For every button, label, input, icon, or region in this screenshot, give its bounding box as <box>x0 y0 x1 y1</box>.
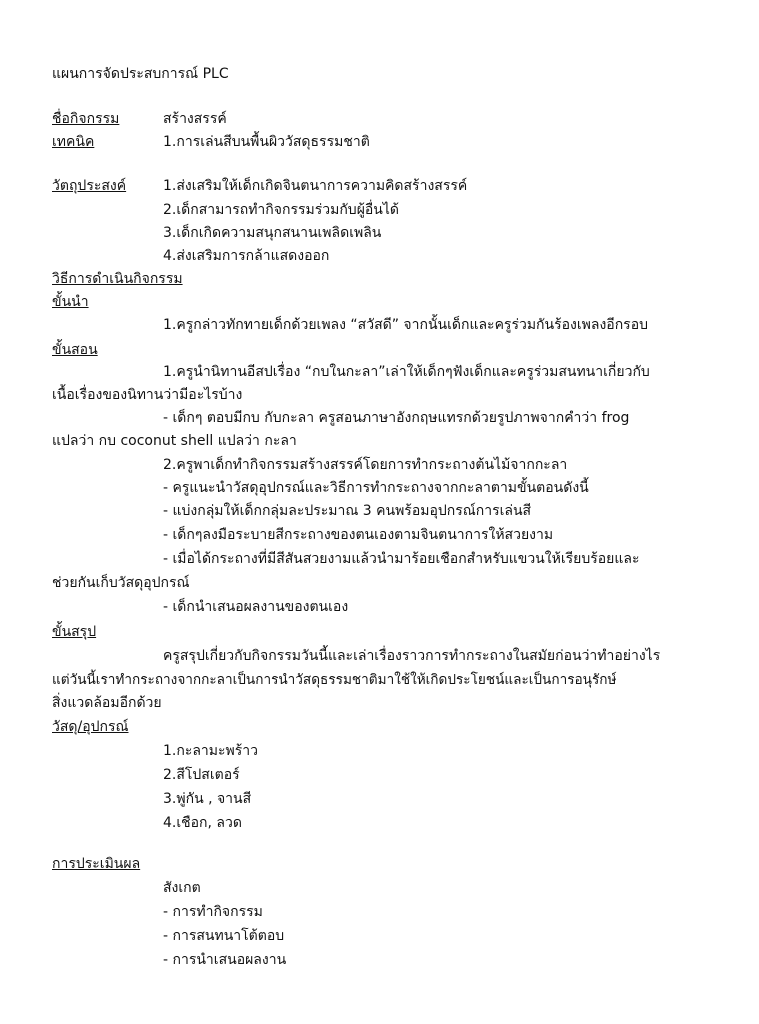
objectives-label: วัตถุประสงค์ <box>52 178 127 194</box>
technique-value: 1.การเล่นสีบนพื้นผิววัสดุธรรมชาติ <box>163 134 370 150</box>
teaching-heading: ขั้นสอน <box>52 342 98 358</box>
teaching-line: แปลว่า กบ coconut shell แปลว่า กะลา <box>52 433 297 449</box>
activity-row <box>52 108 652 130</box>
summary-line: สิ่งแวดล้อมอีกด้วย <box>52 695 162 711</box>
evaluation-item: - การนำเสนอผลงาน <box>163 952 287 968</box>
teaching-line: 1.ครูนำนิทานอีสปเรื่อง “กบในกะลา”เล่าให้เด็กๆฟังเด็กและครูร่วมสนทนาเกี่ยวกับ <box>163 364 650 380</box>
objective-item: 1.ส่งเสริมให้เด็กเกิดจินตนาการความคิดสร้างสรรค์ <box>163 178 468 194</box>
materials-heading: วัสดุ/อุปกรณ์ <box>52 719 129 735</box>
teaching-line: เนื้อเรื่องของนิทานว่ามีอะไรบ้าง <box>52 387 243 403</box>
teaching-line: - เด็กๆลงมือระบายสีกระถางของตนเองตามจินตนาการให้สวยงาม <box>163 527 554 543</box>
objective-item: 2.เด็กสามารถทำกิจกรรมร่วมกับผู้อื่นได้ <box>163 202 400 218</box>
teaching-line: - แบ่งกลุ่มให้เด็กกลุ่มละประมาณ 3 คนพร้อมอุปกรณ์การเล่นสี <box>163 503 532 519</box>
teaching-line: - เด็กๆ ตอบมีกบ กับกะลา ครูสอนภาษาอังกฤษแทรกด้วยรูปภาพจากคำว่า frog <box>163 410 630 426</box>
technique-label: เทคนิค <box>52 134 95 150</box>
teaching-line: - ครูแนะนำวัสดุอุปกรณ์และวิธีการทำกระถางจากกะลาตามขั้นตอนดังนี้ <box>163 480 589 496</box>
material-item: 1.กะลามะพร้าว <box>163 743 259 759</box>
activity-value: สร้างสรรค์ <box>163 111 227 127</box>
teaching-line: 2.ครูพาเด็กทำกิจกรรมสร้างสรรค์โดยการทำกระถางต้นไม้จากกะลา <box>163 457 568 473</box>
material-item: 3.พู่กัน , จานสี <box>163 791 252 807</box>
teaching-line: - เมื่อได้กระถางที่มีสีสันสวยงามแล้วนำมาร้อยเชือกสำหรับแขวนให้เรียบร้อยและ <box>163 551 640 567</box>
intro-text: 1.ครูกล่าวทักทายเด็กด้วยเพลง “สวัสดี” จากนั้นเด็กและครูร่วมกันร้องเพลงอีกรอบ <box>163 317 648 333</box>
summary-line: แต่วันนี้เราทำกระถางจากกะลาเป็นการนำวัสดุธรรมชาติมาใช้ให้เกิดประโยชน์และเป็นการอนุรักษ์ <box>52 672 617 688</box>
material-item: 4.เชือก, ลวด <box>163 815 242 831</box>
document-title: แผนการจัดประสบการณ์ PLC <box>52 66 229 82</box>
objective-item: 4.ส่งเสริมการกล้าแสดงออก <box>163 248 330 264</box>
teaching-line: ช่วยกันเก็บวัสดุอุปกรณ์ <box>52 575 190 591</box>
activity-label: ชื่อกิจกรรม <box>52 111 120 127</box>
evaluation-item: - การทำกิจกรรม <box>163 904 263 920</box>
summary-line: ครูสรุปเกี่ยวกับกิจกรรมวันนี้และเล่าเรื่องราวการทำกระถางในสมัยก่อนว่าทำอย่างไร <box>163 648 661 664</box>
summary-heading: ขั้นสรุป <box>52 624 97 640</box>
material-item: 2.สีโปสเตอร์ <box>163 767 240 783</box>
procedure-heading: วิธีการดำเนินกิจกรรม <box>52 271 183 287</box>
intro-heading: ขั้นนำ <box>52 294 89 310</box>
objective-item: 3.เด็กเกิดความสนุกสนานเพลิดเพลิน <box>163 225 382 241</box>
evaluation-item: - การสนทนาโต้ตอบ <box>163 928 285 944</box>
teaching-line: - เด็กนำเสนอผลงานของตนเอง <box>163 599 349 615</box>
evaluation-heading: การประเมินผล <box>52 856 141 872</box>
technique-row <box>52 131 652 153</box>
evaluation-method: สังเกต <box>163 880 201 896</box>
